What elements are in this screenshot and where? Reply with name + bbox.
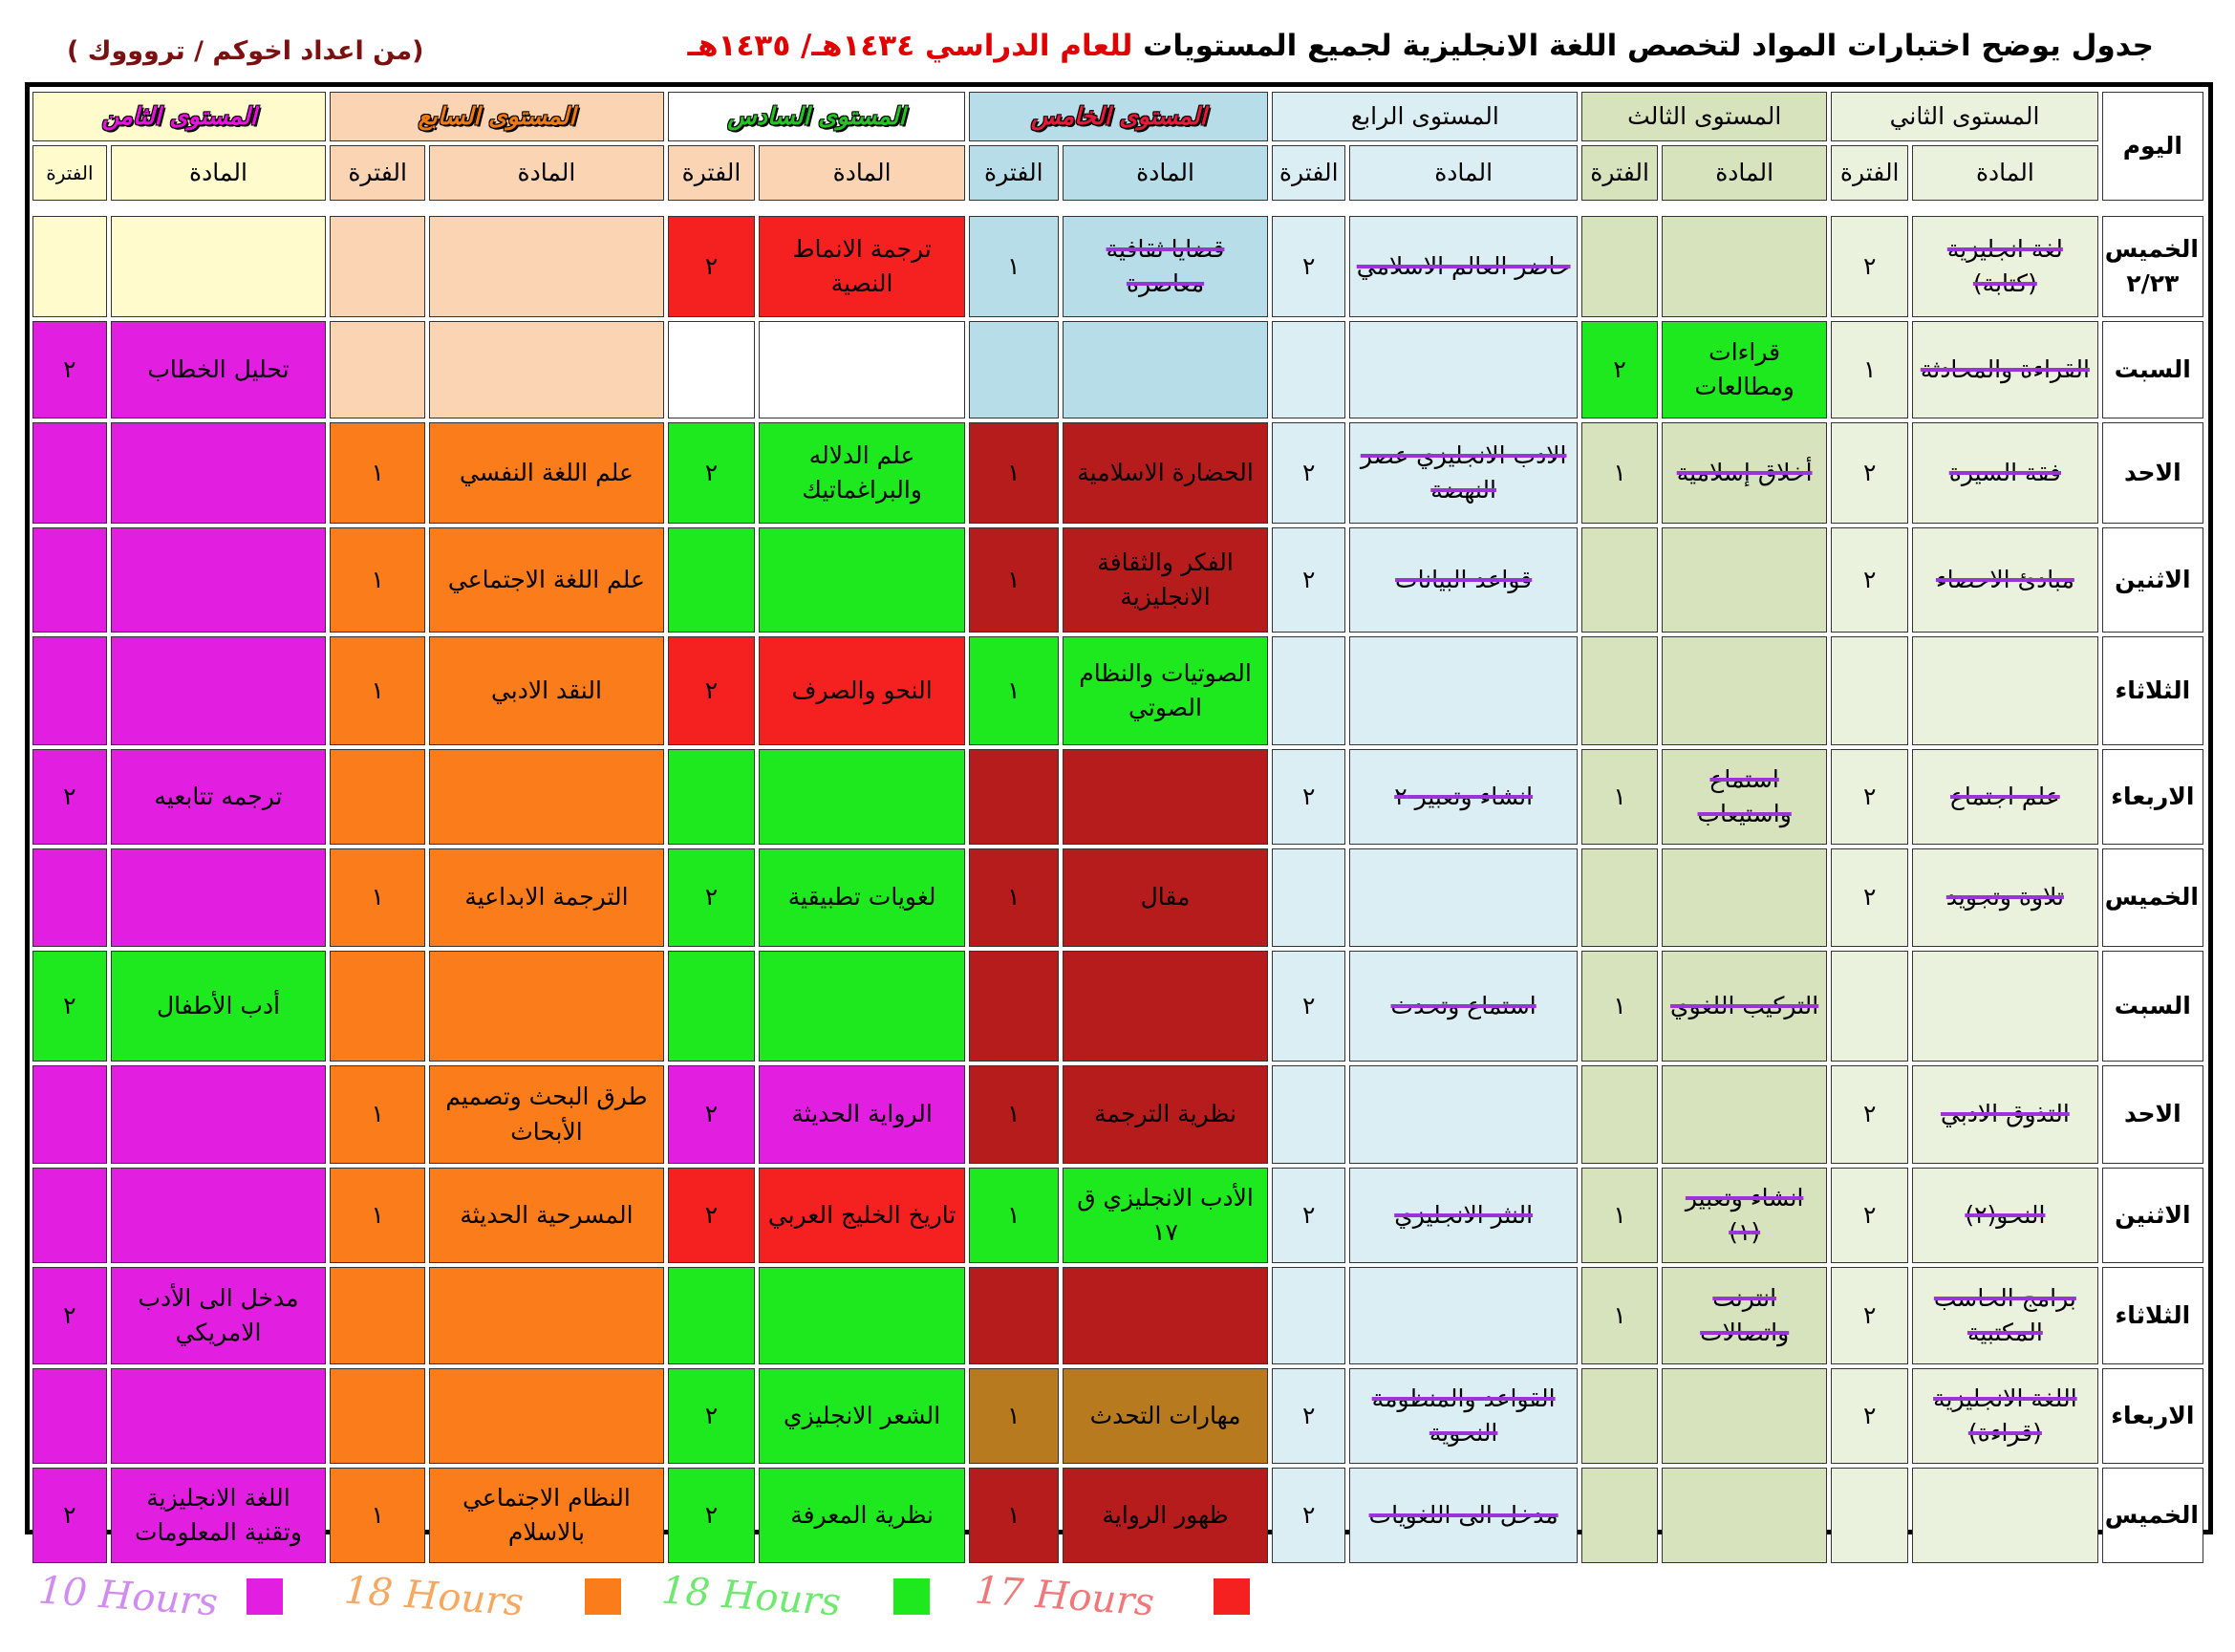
level-header: المستوى الثامن bbox=[32, 92, 326, 141]
period-cell: ١ bbox=[330, 636, 425, 745]
period-cell: ٢ bbox=[1272, 422, 1345, 524]
subject-column-header: المادة bbox=[1912, 145, 2098, 201]
subject-cell bbox=[1662, 951, 1827, 1062]
subject-cell bbox=[759, 951, 965, 1062]
subject-cell bbox=[1063, 1168, 1269, 1263]
period-cell: ١ bbox=[969, 1468, 1059, 1563]
subject-cell bbox=[759, 1065, 965, 1164]
subject-cell bbox=[111, 1267, 326, 1364]
subject-cell bbox=[111, 749, 326, 845]
period-cell: ١ bbox=[969, 1168, 1059, 1263]
period-cell: ١ bbox=[330, 1168, 425, 1263]
period-cell: ٢ bbox=[668, 1368, 755, 1464]
period-cell bbox=[1272, 848, 1345, 947]
page-title bbox=[687, 29, 2154, 63]
legend-swatch bbox=[893, 1578, 930, 1615]
period-cell: ٢ bbox=[1831, 848, 1908, 947]
table-row bbox=[32, 848, 2203, 947]
subject-cell bbox=[429, 636, 664, 745]
subject-cell bbox=[111, 216, 326, 317]
subject-name: انترنت واتصالات bbox=[1700, 1283, 1790, 1346]
subject-name: النظام الاجتماعي بالاسلام bbox=[462, 1483, 631, 1546]
period-cell: ٢ bbox=[32, 951, 107, 1062]
subject-cell bbox=[759, 1168, 965, 1263]
period-cell: ١ bbox=[1581, 749, 1658, 845]
subject-name: أدب الأطفال bbox=[156, 991, 281, 1019]
subject-cell bbox=[1063, 636, 1269, 745]
period-cell bbox=[32, 1368, 107, 1464]
subject-cell bbox=[1063, 216, 1269, 317]
subject-cell bbox=[759, 422, 965, 524]
subject-name: نظرية المعرفة bbox=[790, 1500, 934, 1529]
subject-name: استماع وتحدث bbox=[1390, 991, 1537, 1019]
subject-cell bbox=[429, 1267, 664, 1364]
period-cell bbox=[32, 848, 107, 947]
period-cell: ٢ bbox=[668, 848, 755, 947]
subject-cell bbox=[429, 527, 664, 633]
subject-cell bbox=[1063, 422, 1269, 524]
subject-column-header: المادة bbox=[429, 145, 664, 201]
subject-cell bbox=[1912, 1065, 2098, 1164]
table-row bbox=[32, 527, 2203, 633]
subject-cell bbox=[759, 1468, 965, 1563]
subject-cell bbox=[429, 1168, 664, 1263]
subject-name: أخلاق إسلامية bbox=[1676, 458, 1813, 486]
table-row bbox=[32, 951, 2203, 1062]
subject-cell bbox=[1912, 1168, 2098, 1263]
subject-name: انشاء وتعبير (١) bbox=[1685, 1183, 1804, 1246]
subject-cell bbox=[429, 749, 664, 845]
subject-cell bbox=[1662, 321, 1827, 418]
period-cell: ١ bbox=[1831, 321, 1908, 418]
subject-name: القواعد والمنظومة النحوية bbox=[1371, 1384, 1556, 1447]
subject-name: لغة انجليزية (كتابة) bbox=[1946, 234, 2063, 297]
period-cell: ١ bbox=[1581, 1267, 1658, 1364]
subject-cell bbox=[1912, 848, 2098, 947]
period-cell bbox=[330, 1368, 425, 1464]
legend-swatch bbox=[247, 1578, 283, 1615]
period-cell bbox=[32, 216, 107, 317]
subject-name: تحليل الخطاب bbox=[147, 354, 290, 383]
period-column-header: الفترة bbox=[668, 145, 755, 201]
subject-cell bbox=[111, 1168, 326, 1263]
period-cell: ٢ bbox=[1272, 216, 1345, 317]
day-column-header: اليوم bbox=[2102, 92, 2203, 201]
subject-cell bbox=[429, 216, 664, 317]
day-cell: الخميس ٢/٢٣ bbox=[2102, 216, 2203, 317]
period-cell: ٢ bbox=[32, 749, 107, 845]
level-header: المستوى الثاني bbox=[1831, 92, 2097, 141]
period-cell: ١ bbox=[1581, 1168, 1658, 1263]
period-cell: ٢ bbox=[1272, 1368, 1345, 1464]
subject-cell bbox=[429, 321, 664, 418]
subject-cell bbox=[111, 422, 326, 524]
period-cell bbox=[1272, 321, 1345, 418]
subject-cell bbox=[759, 749, 965, 845]
legend-label: 18 Hours bbox=[342, 1568, 526, 1625]
period-cell bbox=[1581, 216, 1658, 317]
level-header: المستوى الرابع bbox=[1272, 92, 1578, 141]
subject-cell bbox=[111, 527, 326, 633]
period-cell bbox=[1581, 1065, 1658, 1164]
period-cell bbox=[1831, 951, 1908, 1062]
subject-cell bbox=[429, 1368, 664, 1464]
legend-label: 10 Hours bbox=[36, 1568, 220, 1625]
day-cell: الخميس bbox=[2102, 848, 2203, 947]
subject-cell bbox=[1349, 636, 1578, 745]
subject-cell bbox=[1349, 321, 1578, 418]
period-column-header: الفترة bbox=[969, 145, 1059, 201]
period-cell bbox=[32, 527, 107, 633]
subject-column-header: المادة bbox=[1063, 145, 1269, 201]
level-header: المستوى السادس bbox=[668, 92, 965, 141]
level-header: المستوى الخامس bbox=[969, 92, 1268, 141]
period-cell bbox=[668, 1267, 755, 1364]
period-cell: ١ bbox=[1581, 422, 1658, 524]
subject-name: ظهور الرواية bbox=[1102, 1500, 1229, 1529]
day-cell: الاثنين bbox=[2102, 527, 2203, 633]
subject-name: انشاء وتعبير ٢ bbox=[1394, 782, 1534, 810]
subject-name: برامج الحاسب المكتبية bbox=[1933, 1283, 2076, 1346]
subject-column-header: المادة bbox=[759, 145, 965, 201]
period-cell bbox=[330, 951, 425, 1062]
period-cell bbox=[1272, 1267, 1345, 1364]
period-cell bbox=[32, 1065, 107, 1164]
period-cell bbox=[330, 216, 425, 317]
subject-cell bbox=[1912, 1468, 2098, 1563]
subject-name: تاريخ الخليج العربي bbox=[767, 1200, 956, 1229]
legend-label: 18 Hours bbox=[659, 1568, 843, 1625]
subject-cell bbox=[1063, 1468, 1269, 1563]
period-cell: ١ bbox=[969, 1368, 1059, 1464]
period-cell bbox=[1581, 527, 1658, 633]
table-row bbox=[32, 1267, 2203, 1364]
subject-cell bbox=[111, 636, 326, 745]
subject-name: الادب الانجليزي عصر النهضة bbox=[1360, 440, 1567, 504]
period-cell bbox=[1831, 1468, 1908, 1563]
subject-name: النحو(٢) bbox=[1965, 1200, 2046, 1229]
subject-cell bbox=[1063, 1065, 1269, 1164]
subject-cell bbox=[759, 527, 965, 633]
period-cell: ١ bbox=[969, 1065, 1059, 1164]
subject-name: الشعر الانجليزي bbox=[784, 1401, 941, 1429]
subject-name: مقال bbox=[1140, 883, 1191, 912]
subject-cell bbox=[429, 848, 664, 947]
period-cell: ٢ bbox=[1272, 1468, 1345, 1563]
day-cell: الثلاثاء bbox=[2102, 636, 2203, 745]
period-cell: ٢ bbox=[1272, 527, 1345, 633]
subject-cell bbox=[111, 951, 326, 1062]
subject-cell bbox=[1662, 749, 1827, 845]
period-cell: ٢ bbox=[32, 1267, 107, 1364]
period-cell bbox=[668, 749, 755, 845]
subject-cell bbox=[1912, 1368, 2098, 1464]
period-cell: ٢ bbox=[668, 422, 755, 524]
subject-cell bbox=[1063, 951, 1269, 1062]
schedule-body bbox=[32, 92, 2203, 1563]
subject-cell bbox=[1063, 321, 1269, 418]
subject-name: مهارات التحدث bbox=[1089, 1401, 1241, 1429]
period-cell: ٢ bbox=[32, 321, 107, 418]
subject-name: التركيب اللغوي bbox=[1670, 991, 1819, 1019]
subject-cell bbox=[1349, 749, 1578, 845]
subject-name: الصوتيات والنظام الصوتي bbox=[1079, 658, 1252, 721]
period-cell: ١ bbox=[969, 422, 1059, 524]
period-cell: ١ bbox=[330, 1065, 425, 1164]
period-cell bbox=[969, 749, 1059, 845]
day-cell: السبت bbox=[2102, 951, 2203, 1062]
day-cell: الاربعاء bbox=[2102, 749, 2203, 845]
subject-cell bbox=[759, 1267, 965, 1364]
period-cell: ٢ bbox=[1272, 1168, 1345, 1263]
period-cell bbox=[1831, 636, 1908, 745]
subject-name: علم اجتماع bbox=[1950, 782, 2060, 810]
period-cell: ٢ bbox=[1272, 749, 1345, 845]
subject-name: علم الدلاله والبراغماتيك bbox=[802, 440, 922, 504]
subject-name: حاضر العالم الاسلامي bbox=[1356, 251, 1571, 280]
period-cell: ٢ bbox=[1831, 422, 1908, 524]
subject-cell bbox=[1349, 848, 1578, 947]
level-header: المستوى الثالث bbox=[1581, 92, 1827, 141]
subject-name: الأدب الانجليزي ق ١٧ bbox=[1077, 1183, 1254, 1246]
table-row bbox=[32, 321, 2203, 418]
period-cell bbox=[969, 951, 1059, 1062]
subject-cell bbox=[111, 1468, 326, 1563]
period-cell: ١ bbox=[969, 848, 1059, 947]
subject-cell bbox=[1662, 422, 1827, 524]
subject-column-header: المادة bbox=[111, 145, 326, 201]
period-cell: ٢ bbox=[668, 636, 755, 745]
period-cell bbox=[32, 636, 107, 745]
subject-cell bbox=[1912, 749, 2098, 845]
subject-name: فقة السيرة bbox=[1948, 458, 2061, 486]
subject-cell bbox=[1912, 527, 2098, 633]
period-cell bbox=[969, 1267, 1059, 1364]
day-cell: الاحد bbox=[2102, 422, 2203, 524]
subject-cell bbox=[1662, 216, 1827, 317]
subject-name: لغويات تطبيقية bbox=[787, 883, 936, 912]
subject-name: اللغة الانجليزية (قراءة) bbox=[1933, 1384, 2077, 1447]
period-cell bbox=[1581, 636, 1658, 745]
subject-cell bbox=[1662, 1168, 1827, 1263]
subject-name: الرواية الحديثة bbox=[791, 1100, 933, 1128]
subject-name: النحو والصرف bbox=[791, 676, 933, 704]
subject-cell bbox=[1063, 749, 1269, 845]
period-cell: ١ bbox=[969, 216, 1059, 317]
subject-name: علم اللغة الاجتماعي bbox=[447, 565, 645, 593]
period-cell: ١ bbox=[330, 527, 425, 633]
period-cell bbox=[1272, 1065, 1345, 1164]
period-cell bbox=[969, 321, 1059, 418]
day-cell: الاثنين bbox=[2102, 1168, 2203, 1263]
subject-cell bbox=[1349, 422, 1578, 524]
subject-name: مدخل الى اللغويات bbox=[1368, 1500, 1558, 1529]
table-row bbox=[32, 1168, 2203, 1263]
exam-schedule-table bbox=[29, 88, 2207, 1567]
period-cell: ٢ bbox=[1831, 749, 1908, 845]
subject-cell bbox=[759, 321, 965, 418]
subject-cell bbox=[111, 1368, 326, 1464]
period-column-header: الفترة bbox=[32, 145, 107, 201]
period-cell bbox=[330, 749, 425, 845]
subject-cell bbox=[111, 848, 326, 947]
author-credit: (من اعداد اخوكم / تروووك ) bbox=[67, 36, 424, 66]
subject-cell bbox=[1063, 1368, 1269, 1464]
subject-cell bbox=[1662, 848, 1827, 947]
subject-name: ترجمة الانماط النصية bbox=[792, 234, 932, 297]
period-cell: ١ bbox=[330, 422, 425, 524]
period-column-header: الفترة bbox=[1272, 145, 1345, 201]
period-cell: ١ bbox=[330, 848, 425, 947]
subject-name: طرق البحث وتصميم الأبحاث bbox=[445, 1083, 648, 1146]
subject-cell bbox=[759, 1368, 965, 1464]
table-row bbox=[32, 749, 2203, 845]
subject-cell bbox=[111, 321, 326, 418]
subject-name: قراءات ومطالعات bbox=[1694, 337, 1794, 400]
subject-name: علم اللغة النفسي bbox=[459, 458, 634, 486]
day-cell: الثلاثاء bbox=[2102, 1267, 2203, 1364]
day-cell: الاحد bbox=[2102, 1065, 2203, 1164]
subject-cell bbox=[1063, 1267, 1269, 1364]
period-cell: ١ bbox=[1581, 951, 1658, 1062]
subject-cell bbox=[1912, 422, 2098, 524]
subject-name: مدخل الى الأدب الامريكي bbox=[138, 1283, 299, 1346]
level-header: المستوى السابع bbox=[330, 92, 664, 141]
table-row bbox=[32, 636, 2203, 745]
period-cell bbox=[668, 321, 755, 418]
subject-cell bbox=[1912, 216, 2098, 317]
period-column-header: الفترة bbox=[1831, 145, 1908, 201]
period-cell: ٢ bbox=[1272, 951, 1345, 1062]
title-main: جدول يوضح اختبارات المواد لتخصص اللغة الانجليزية لجميع المستويات bbox=[1132, 29, 2154, 63]
period-cell bbox=[668, 527, 755, 633]
period-cell: ٢ bbox=[668, 1468, 755, 1563]
period-cell bbox=[668, 951, 755, 1062]
period-cell: ٢ bbox=[1831, 1368, 1908, 1464]
subject-cell bbox=[1662, 1267, 1827, 1364]
subject-column-header: المادة bbox=[1662, 145, 1827, 201]
subject-cell bbox=[1349, 216, 1578, 317]
subject-name: تلاوة وتجويد bbox=[1945, 883, 2064, 912]
title-year: للعام الدراسي ١٤٣٤هـ/ ١٤٣٥هـ bbox=[687, 29, 1133, 63]
period-cell: ١ bbox=[969, 527, 1059, 633]
subject-cell bbox=[1912, 1267, 2098, 1364]
subject-cell bbox=[429, 422, 664, 524]
period-cell: ٢ bbox=[668, 1168, 755, 1263]
day-cell: الخميس bbox=[2102, 1468, 2203, 1563]
subject-cell bbox=[1662, 1368, 1827, 1464]
subject-cell bbox=[1662, 527, 1827, 633]
table-row bbox=[32, 422, 2203, 524]
subject-name: المسرحية الحديثة bbox=[460, 1200, 634, 1229]
subject-name: اللغة الانجليزية وتقنية المعلومات bbox=[135, 1483, 302, 1546]
day-cell: السبت bbox=[2102, 321, 2203, 418]
subject-name: قواعد البيانات bbox=[1395, 565, 1533, 593]
subject-cell bbox=[1063, 527, 1269, 633]
subject-name: ترجمه تتابعيه bbox=[154, 782, 283, 810]
subject-cell bbox=[429, 951, 664, 1062]
subject-cell bbox=[1662, 636, 1827, 745]
period-cell: ٢ bbox=[1831, 1065, 1908, 1164]
subject-cell bbox=[1662, 1468, 1827, 1563]
period-cell: ٢ bbox=[32, 1468, 107, 1563]
subject-cell bbox=[1349, 1368, 1578, 1464]
period-cell bbox=[330, 1267, 425, 1364]
table-row bbox=[32, 1065, 2203, 1164]
period-cell: ٢ bbox=[1831, 527, 1908, 633]
subject-name: نظرية الترجمة bbox=[1094, 1100, 1236, 1128]
subject-cell bbox=[1912, 951, 2098, 1062]
period-cell: ٢ bbox=[1831, 1168, 1908, 1263]
subject-name: القراءة والمحادثة bbox=[1920, 354, 2090, 383]
table-row bbox=[32, 216, 2203, 317]
period-cell: ١ bbox=[330, 1468, 425, 1563]
period-cell bbox=[32, 422, 107, 524]
subject-cell bbox=[1662, 1065, 1827, 1164]
subject-name: الحضارة الاسلامية bbox=[1077, 458, 1254, 486]
subject-name: مبادئ الاحصاء bbox=[1935, 565, 2074, 593]
period-cell: ٢ bbox=[1581, 321, 1658, 418]
subject-cell bbox=[1349, 1267, 1578, 1364]
legend-swatch bbox=[585, 1578, 621, 1615]
legend bbox=[0, 1567, 2235, 1643]
day-cell: الاربعاء bbox=[2102, 1368, 2203, 1464]
period-cell bbox=[32, 1168, 107, 1263]
period-cell: ٢ bbox=[1831, 216, 1908, 317]
subject-name: استماع واستيعاب bbox=[1697, 764, 1792, 827]
period-cell bbox=[1272, 636, 1345, 745]
subject-cell bbox=[111, 1065, 326, 1164]
subject-cell bbox=[759, 848, 965, 947]
table-row bbox=[32, 1368, 2203, 1464]
subject-cell bbox=[429, 1065, 664, 1164]
subject-cell bbox=[1349, 951, 1578, 1062]
subject-name: النقد الادبي bbox=[490, 676, 602, 704]
period-cell: ٢ bbox=[668, 1065, 755, 1164]
period-cell bbox=[330, 321, 425, 418]
period-column-header: الفترة bbox=[1581, 145, 1658, 201]
subject-cell bbox=[1912, 636, 2098, 745]
subject-cell bbox=[429, 1468, 664, 1563]
subject-cell bbox=[1912, 321, 2098, 418]
subject-cell bbox=[1349, 527, 1578, 633]
period-column-header: الفترة bbox=[330, 145, 425, 201]
subject-name: الفكر والثقافة الانجليزية bbox=[1097, 547, 1234, 611]
period-cell: ١ bbox=[969, 636, 1059, 745]
header-spacer bbox=[32, 204, 2203, 212]
period-cell bbox=[1581, 1468, 1658, 1563]
period-cell bbox=[1581, 848, 1658, 947]
subject-name: الترجمة الابداعية bbox=[464, 883, 629, 912]
subject-cell bbox=[759, 636, 965, 745]
subject-column-header: المادة bbox=[1349, 145, 1578, 201]
period-cell: ٢ bbox=[1831, 1267, 1908, 1364]
subject-cell bbox=[1349, 1168, 1578, 1263]
subject-name: النثر الانجليزي bbox=[1394, 1200, 1534, 1229]
subject-name: قضايا ثقافية معاصرة bbox=[1106, 234, 1225, 297]
period-cell: ٢ bbox=[668, 216, 755, 317]
subject-cell bbox=[759, 216, 965, 317]
table-row bbox=[32, 1468, 2203, 1563]
period-cell bbox=[1581, 1368, 1658, 1464]
subject-name: التذوق الادبي bbox=[1940, 1100, 2070, 1128]
subject-cell bbox=[1349, 1468, 1578, 1563]
subject-cell bbox=[1349, 1065, 1578, 1164]
legend-label: 17 Hours bbox=[973, 1568, 1156, 1625]
subject-cell bbox=[1063, 848, 1269, 947]
legend-swatch bbox=[1214, 1578, 1250, 1615]
